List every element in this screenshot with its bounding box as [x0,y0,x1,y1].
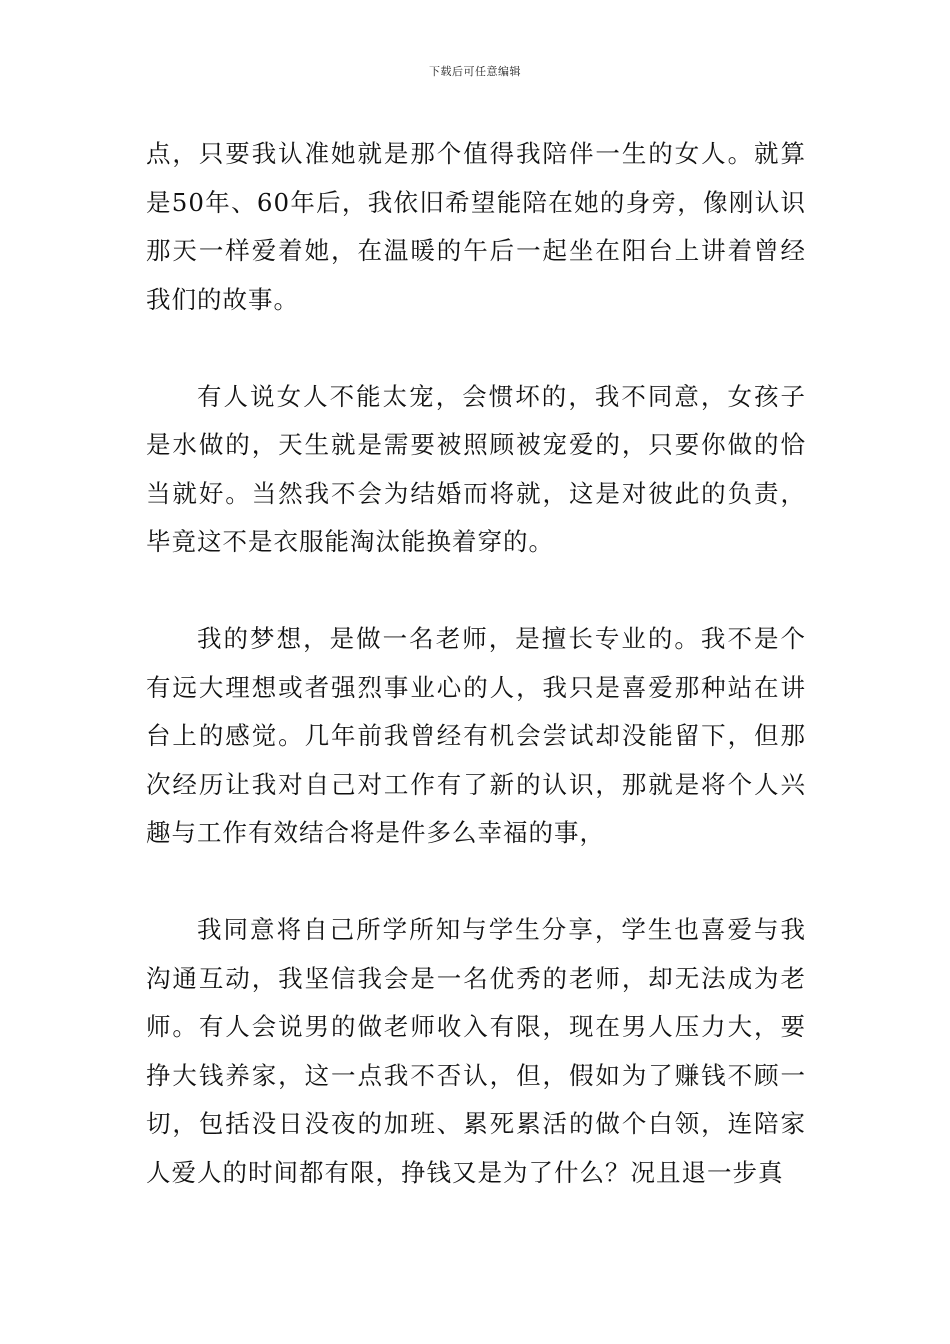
document-body [146,130,806,1197]
paragraph-2: 有人说女人不能太宠，会惯坏的，我不同意，女孩子是水做的，天生就是需要被照顾被宠爱的，只要你做的恰当就好。当然我不会为结婚而将就，这是对彼此的负责，毕竟这不是衣服能淘汰能换着穿的。 [146,381,806,556]
page-header: 下载后可任意编辑 [429,65,521,78]
paragraph-4: 我同意将自己所学所知与学生分享，学生也喜爱与我沟通互动，我坚信我会是一名优秀的老师，却无法成为老师。有人会说男的做老师收入有限，现在男人压力大，要挣大钱养家，这一点我不否认，但，假如为了赚钱不顾一切，包括没日没夜的加班、累死累活的做个白领，连陪家人爱人的时间都有限，挣钱又是为了什么？况且退一步真 [146,915,806,1187]
paragraph-3: 我的梦想，是做一名老师，是擅长专业的。我不是个有远大理想或者强烈事业心的人，我只是喜爱那种站在讲台上的感觉。几年前我曾经有机会尝试却没能留下，但那次经历让我对自己对工作有了新的认识，那就是将个人兴趣与工作有效结合将是件多么幸福的事， [146,624,806,847]
paragraph-continuation: 点，只要我认准她就是那个值得我陪伴一生的女人。就算是50年、60年后，我依旧希望能陪在她的身旁，像刚认识那天一样爱着她，在温暖的午后一起坐在阳台上讲着曾经我们的故事。 [146,139,806,314]
